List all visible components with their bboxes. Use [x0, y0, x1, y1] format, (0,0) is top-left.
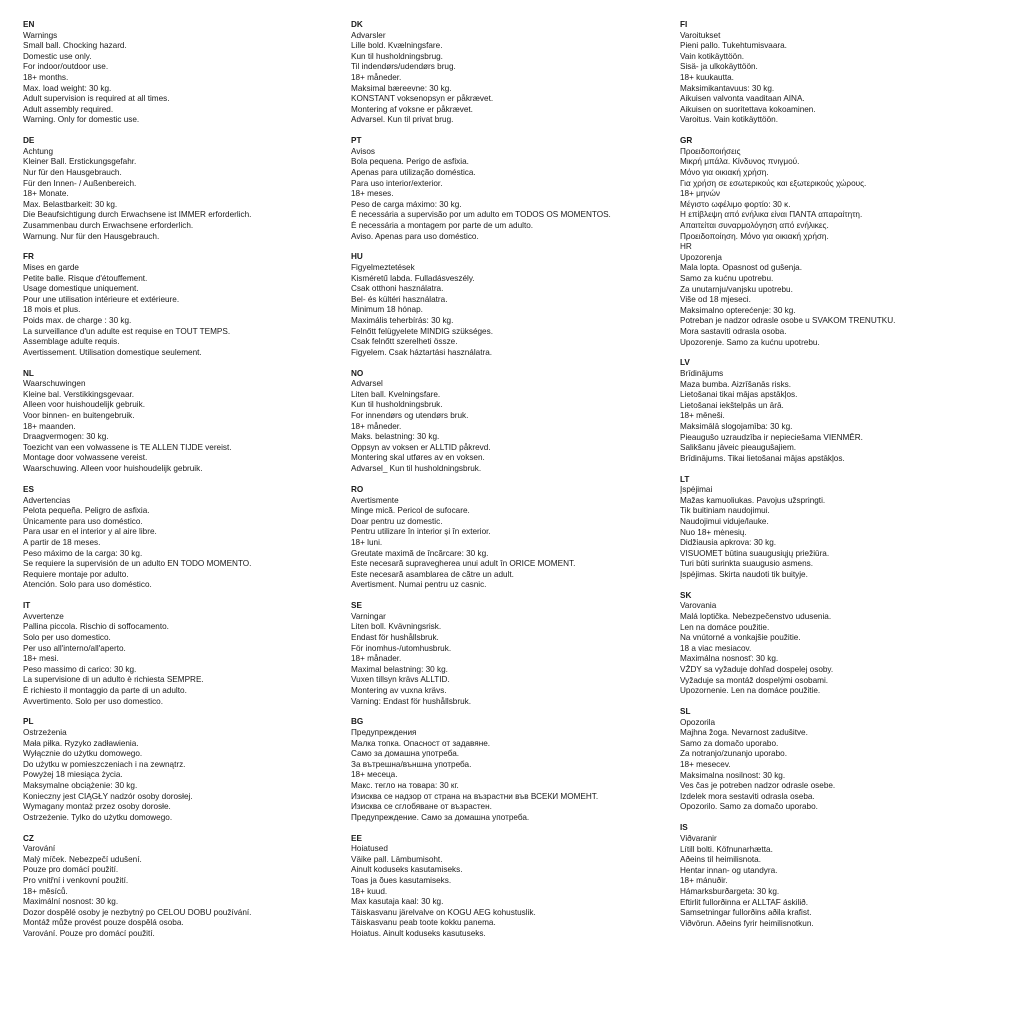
warning-line: Za unutarnju/vanjsku upotrebu.: [680, 284, 793, 294]
warning-line: 18+ μηνών: [680, 189, 721, 199]
warning-heading: Advarsel: [351, 379, 383, 389]
warning-line: Για χρήση σε εσωτερικούς και εξωτερικούς χώρους.: [680, 178, 867, 188]
language-code: PT: [351, 136, 362, 146]
warning-line: 18 a viac mesiacov.: [680, 643, 752, 653]
warning-line: VISUOMET būtina suaugusiųjų priežiūra.: [680, 548, 830, 558]
warning-line: Mora sastaviti odrasla osoba.: [680, 326, 787, 336]
warning-line: Atención. Solo para uso doméstico.: [23, 580, 152, 590]
warning-line: Adult supervision is required at all times.: [23, 94, 170, 104]
warning-line: Vain kotikäyttöön.: [680, 51, 745, 61]
warning-line: 18+ meses.: [351, 189, 394, 199]
warning-line: Malá loptička. Nebezpečenstvo udusenia.: [680, 612, 832, 622]
warning-line: Maximális teherbírás: 30 kg.: [351, 316, 454, 326]
language-code: FI: [680, 20, 688, 29]
language-code: DE: [23, 136, 35, 146]
warning-line: Avvertimento. Solo per uso domestico.: [23, 696, 164, 706]
warning-line: Hentar innan- og utandyra.: [680, 865, 778, 875]
warning-block: [351, 20, 669, 126]
warning-line: Petite balle. Risque d'étouffement.: [23, 273, 148, 283]
warning-line: Solo per uso domestico.: [23, 632, 111, 642]
warning-line: 18+ kuud.: [351, 886, 388, 896]
warning-line: Csak otthoni használatra.: [351, 284, 444, 294]
warning-line: Lietošanai iekštelpās un ārā.: [680, 400, 784, 410]
warning-block: [680, 136, 998, 348]
warning-line: Ainult koduseks kasutamiseks.: [351, 865, 463, 875]
warning-line: Pieni pallo. Tukehtumisvaara.: [680, 41, 787, 51]
warning-line: 18+ måneder.: [351, 72, 402, 82]
warning-line: 18+ maanden.: [23, 421, 76, 431]
warning-line: Na vnútorné a vonkajšie použitie.: [680, 633, 801, 643]
warning-line: Apenas para utilização doméstica.: [351, 168, 476, 178]
warning-line: Montering av vuxna krävs.: [351, 685, 447, 695]
warning-line: Max. Belastbarkeit: 30 kg.: [23, 199, 118, 209]
warning-line: Salikšanu jāveic pieaugušajiem.: [680, 443, 797, 453]
warning-line: É necessária a montagem por parte de um adulto.: [351, 220, 534, 230]
warning-block: [351, 834, 669, 940]
language-code: CZ: [23, 833, 34, 843]
language-code: SK: [680, 590, 692, 600]
warning-line: Nuo 18+ mėnesių.: [680, 527, 747, 537]
warning-line: Maks. belastning: 30 kg.: [351, 432, 440, 442]
warning-block: [351, 136, 669, 242]
language-code: LV: [680, 358, 690, 368]
warning-line: Samo za kućnu upotrebu.: [680, 273, 774, 283]
warning-line: 18 mois et plus.: [23, 305, 81, 315]
warning-line: Doar pentru uz domestic.: [351, 516, 443, 526]
language-code: HU: [351, 252, 363, 262]
warning-heading: Varningar: [351, 611, 386, 621]
warning-line: Maksimalno opterećenje: 30 kg.: [680, 305, 796, 315]
warning-line: Naudojimui viduje/lauke.: [680, 517, 769, 527]
warning-line: La supervisione di un adulto è richiesta SEMPRE.: [23, 675, 204, 685]
warning-line: Montering skal utføres av en voksen.: [351, 453, 485, 463]
warning-line: Väike pall. Lämbumisoht.: [351, 854, 443, 864]
language-code: NO: [351, 368, 364, 378]
warning-heading: Ostrzeżenia: [23, 728, 67, 737]
warning-line: Η επίβλεψη από ενήλικα είναι ΠΑΝΤΑ απαραίτητη.: [680, 210, 863, 220]
warning-line: Μικρή μπάλα. Κίνδυνος πνιγμού.: [680, 157, 800, 167]
warning-line: Per uso all'interno/all'aperto.: [23, 643, 126, 653]
warning-heading: Mises en garde: [23, 263, 79, 273]
warning-line: Izdelek mora sestaviti odrasla oseba.: [680, 791, 815, 801]
warning-line: Kleiner Ball. Erstickungsgefahr.: [23, 157, 137, 167]
warning-line: For indoor/outdoor use.: [23, 62, 109, 72]
warning-line: Avertisment. Numai pentru uz casnic.: [351, 580, 487, 590]
warning-line: Maksimalna nosilnost: 30 kg.: [680, 770, 786, 780]
warning-line: Vuxen tillsyn krävs ALLTID.: [351, 675, 450, 685]
warning-line: Montáž může provést pouze dospělá osoba.: [23, 918, 184, 928]
warning-line: Kun til husholdningsbruk.: [351, 400, 443, 410]
warning-line: Tik buitiniam naudojimui.: [680, 506, 770, 516]
warning-line: Maximální nosnost: 30 kg.: [23, 897, 119, 907]
warning-line: Samo za domačo uporabo.: [680, 738, 779, 748]
warning-line: Do użytku w pomieszczeniach i na zewnątrz.: [23, 759, 186, 769]
warning-line: Lille bold. Kvælningsfare.: [351, 41, 443, 51]
warning-line: För inomhus-/utomhusbruk.: [351, 643, 452, 653]
warning-line: Nur für den Hausgebrauch.: [23, 168, 122, 178]
warning-line: Usage domestique uniquement.: [23, 284, 139, 294]
warning-block: [23, 369, 341, 475]
warning-line: Mala lopta. Opasnost od gušenja.: [680, 263, 802, 273]
warning-line: Domestic use only.: [23, 51, 92, 61]
warning-line: Pro vnitřní i venkovní použití.: [23, 876, 129, 886]
warning-line: Pouze pro domácí použití.: [23, 865, 119, 875]
warning-heading: Brīdinājums: [680, 369, 724, 378]
warning-line: Aviso. Apenas para uso doméstico.: [351, 231, 479, 241]
warning-line: Μόνο για οικιακή χρήση.: [680, 168, 769, 178]
warning-line: Didžiausia apkrova: 30 kg.: [680, 538, 777, 548]
warning-line: Upozorenje. Samo za kućnu upotrebu.: [680, 337, 820, 347]
warning-line: Este necesară asamblarea de către un adult.: [351, 569, 514, 579]
warning-block: [351, 485, 669, 591]
warning-line: Liten boll. Kvävningsrisk.: [351, 622, 442, 632]
language-code: SL: [680, 707, 691, 717]
warning-line: Само за домашна употреба.: [351, 749, 460, 759]
language-code: GR: [680, 136, 693, 146]
warning-line: Aikuisen on suoritettava kokoaminen.: [680, 104, 816, 114]
warning-line: Kisméretű labda. Fulladásveszély.: [351, 273, 475, 283]
warning-line: Requiere montaje por adulto.: [23, 569, 129, 579]
warning-line: Maksymalne obciążenie: 30 kg.: [23, 780, 138, 790]
language-code: NL: [23, 368, 34, 378]
warning-line: Warnung. Nur für den Hausgebrauch.: [23, 231, 160, 241]
warning-line: 18+ měsíců.: [23, 886, 68, 896]
warning-block: [351, 369, 669, 475]
warning-line: Upozornenie. Len na domáce použitie.: [680, 686, 821, 696]
warning-block: [23, 601, 341, 707]
warning-line: Konieczny jest CIĄGŁY nadzór osoby dorosłej.: [23, 791, 193, 801]
warning-line: 18+ mēneši.: [680, 411, 725, 421]
warning-block: [351, 601, 669, 707]
warning-heading: Achtung: [23, 146, 54, 156]
warning-line: Csak felnőtt szerelheti össze.: [351, 337, 458, 347]
warning-line: Für den Innen- / Außenbereich.: [23, 178, 137, 188]
warning-line: 18+ mesi.: [23, 654, 59, 664]
warning-block: [23, 136, 341, 242]
warning-line: Endast för hushållsbruk.: [351, 632, 439, 642]
warning-line: Maximálna nosnosť: 30 kg.: [680, 654, 779, 664]
warning-heading: Προειδοποιήσεις: [680, 146, 741, 156]
warning-line: 18+ Monate.: [23, 189, 69, 199]
warning-line: Aikuisen valvonta vaaditaan AINA.: [680, 94, 805, 104]
warning-line: Wymagany montaż przez osoby dorosłe.: [23, 802, 171, 812]
language-code: LT: [680, 474, 690, 484]
warning-line: Maksimālā slogojamība: 30 kg.: [680, 421, 793, 431]
warning-heading: Varování: [23, 844, 56, 854]
warning-line: Warning. Only for domestic use.: [23, 115, 140, 125]
warning-line: Toas ja õues kasutamiseks.: [351, 876, 452, 886]
warning-line: Este necesară supravegherea unui adult în ORICE MOMENT.: [351, 559, 576, 569]
warning-line: Pallina piccola. Rischio di soffocamento.: [23, 622, 169, 632]
warning-block: [23, 20, 341, 126]
warning-line: 18+ måneder.: [351, 421, 402, 431]
warning-line: Za notranjo/zunanjo uporabo.: [680, 749, 787, 759]
warning-line: Mažas kamuoliukas. Pavojus užspringti.: [680, 495, 826, 505]
warning-line: HR: [680, 242, 692, 252]
warning-line: Advarsel_ Kun til husholdningsbruk.: [351, 464, 482, 474]
warning-line: Max. load weight: 30 kg.: [23, 83, 112, 93]
warning-line: За вътрешна/външна употреба.: [351, 759, 472, 769]
warning-line: Assemblage adulte requis.: [23, 337, 120, 347]
warning-line: Μέγιστο ωφέλιμο φορτίο: 30 κ.: [680, 199, 791, 209]
column-middle: [351, 20, 669, 950]
warning-line: Únicamente para uso doméstico.: [23, 516, 143, 526]
warning-line: 18+ mánuðir.: [680, 876, 728, 886]
warning-line: Peso massimo di carico: 30 kg.: [23, 664, 137, 674]
warning-line: For innendørs og utendørs bruk.: [351, 411, 469, 421]
warning-line: Vyžaduje sa montáž dospelými osobami.: [680, 675, 829, 685]
warning-line: Upozorenja: [680, 252, 722, 262]
warning-line: Pour une utilisation intérieure et extérieure.: [23, 294, 180, 304]
language-code: IS: [680, 823, 688, 833]
warning-line: La surveillance d'un adulte est requise en TOUT TEMPS.: [23, 326, 231, 336]
warning-line: Toezicht van een volwassene is TE ALLEN TIJDE vereist.: [23, 442, 232, 452]
warning-line: Изисква се сглобяване от възрастен.: [351, 802, 492, 812]
warning-line: Adult assembly required.: [23, 104, 114, 114]
warning-line: Greutate maximă de încărcare: 30 kg.: [351, 548, 489, 558]
warning-line: Maximal belastning: 30 kg.: [351, 664, 448, 674]
warning-line: Varoitus. Vain kotikäyttöön.: [680, 115, 778, 125]
warning-line: Mała piłka. Ryzyko zadławienia.: [23, 738, 139, 748]
warning-line: KONSTANT voksenopsyn er påkrævet.: [351, 94, 494, 104]
warning-line: Peso de carga máximo: 30 kg.: [351, 199, 462, 209]
warning-heading: Advarsler: [351, 30, 386, 40]
warning-line: Varování. Pouze pro domácí použití.: [23, 928, 155, 938]
warning-line: Ostrzeżenie. Tylko do użytku domowego.: [23, 812, 173, 822]
warning-line: Zusammenbau durch Erwachsene erforderlich.: [23, 220, 194, 230]
warning-heading: Предупреждения: [351, 728, 417, 737]
warning-line: Felnőtt felügyelete MINDIG szükséges.: [351, 326, 493, 336]
warning-line: Voor binnen- en buitengebruik.: [23, 411, 135, 421]
warning-line: Sisä- ja ulkokäyttöön.: [680, 62, 758, 72]
warning-heading: Varovania: [680, 601, 717, 611]
warning-line: Maksimikantavuus: 30 kg.: [680, 83, 775, 93]
column-right: [680, 20, 998, 940]
warning-line: Απαιτείται συναρμολόγηση από ενήλικες.: [680, 220, 829, 230]
warning-heading: Opozorila: [680, 717, 716, 727]
warning-line: É necessária a supervisão por um adulto em TODOS OS MOMENTOS.: [351, 210, 611, 220]
warning-heading: Warnings: [23, 30, 58, 40]
warning-line: Više od 18 mjeseci.: [680, 295, 751, 305]
warning-line: Waarschuwing. Alleen voor huishoudelijk gebruik.: [23, 464, 203, 474]
warning-block: [680, 707, 998, 813]
warning-line: Viðvörun. Aðeins fyrir heimilisnotkun.: [680, 918, 814, 928]
warning-block: [351, 252, 669, 358]
warning-line: Draagvermogen: 30 kg.: [23, 432, 109, 442]
language-code: EE: [351, 833, 362, 843]
warning-line: Kleine bal. Verstikkingsgevaar.: [23, 389, 135, 399]
language-code: ES: [23, 484, 34, 494]
warning-line: Potreban je nadzor odrasle osobe u SVAKOM TRENUTKU.: [680, 316, 896, 326]
warning-heading: Avvertenze: [23, 611, 64, 621]
warning-line: Предупреждение. Само за домашна употреба.: [351, 812, 530, 822]
warning-line: Pentru utilizare în interior și în exterior.: [351, 527, 491, 537]
warning-line: Malý míček. Nebezpečí udušení.: [23, 854, 142, 864]
warning-line: Bel- és kültéri használatra.: [351, 294, 448, 304]
warning-block: [680, 20, 998, 126]
warning-line: Lítill bolti. Köfnunarhætta.: [680, 844, 773, 854]
warning-line: Turi būti surinkta suaugusio asmens.: [680, 559, 814, 569]
warning-heading: Figyelmeztetések: [351, 263, 415, 273]
language-code: BG: [351, 717, 364, 727]
warning-line: Advarsel. Kun til privat brug.: [351, 115, 454, 125]
warning-block: [23, 252, 341, 358]
warning-line: Til indendørs/udendørs brug.: [351, 62, 456, 72]
warning-line: Aðeins til heimilisnota.: [680, 855, 762, 865]
warning-line: Liten ball. Kvelningsfare.: [351, 389, 441, 399]
warning-line: Opozorilo. Samo za domačo uporabo.: [680, 802, 818, 812]
warning-line: Montering af voksne er påkrævet.: [351, 104, 473, 114]
warning-line: 18+ mesecev.: [680, 760, 731, 770]
warning-line: Maksimal bæreevne: 30 kg.: [351, 83, 452, 93]
warning-line: 18+ months.: [23, 72, 69, 82]
warning-line: Oppsyn av voksen er ALLTID påkrevd.: [351, 442, 491, 452]
language-code: RO: [351, 484, 364, 494]
warning-line: Small ball. Chocking hazard.: [23, 41, 127, 51]
warning-line: Pelota pequeña. Peligro de asfixia.: [23, 506, 150, 516]
warning-line: Ves čas je potreben nadzor odrasle osebe.: [680, 781, 836, 791]
warning-line: Макс. тегло на товара: 30 кг.: [351, 780, 459, 790]
warning-line: Figyelem. Csak háztartási használatra.: [351, 347, 493, 357]
warning-line: Max kasutaja kaal: 30 kg.: [351, 897, 444, 907]
language-code: PL: [23, 717, 34, 727]
warning-line: Wyłącznie do użytku domowego.: [23, 749, 143, 759]
warning-line: Bola pequena. Perigo de asfixia.: [351, 157, 469, 167]
warning-line: Maza bumba. Aizrīšanās risks.: [680, 379, 792, 389]
warning-heading: Viðvaranir: [680, 833, 717, 843]
warning-line: VŽDY sa vyžaduje dohľad dospelej osoby.: [680, 665, 834, 675]
warning-line: Προειδοποίηση. Μόνο για οικιακή χρήση.: [680, 231, 829, 241]
warning-heading: Varoitukset: [680, 30, 721, 40]
language-code: SE: [351, 601, 362, 611]
warning-heading: Avisos: [351, 146, 375, 156]
warning-heading: Avertismente: [351, 495, 399, 505]
warning-line: Eftirlit fullorðinna er ALLTAF áskilið.: [680, 897, 809, 907]
warning-line: Įspėjimas. Skirta naudoti tik buityje.: [680, 569, 808, 579]
warning-line: Малка топка. Опасност от задавяне.: [351, 738, 491, 748]
warning-line: Täiskasvanu peab toote kokku panema.: [351, 918, 496, 928]
warning-line: Minge mică. Pericol de sufocare.: [351, 506, 470, 516]
warning-line: Täiskasvanu järelvalve on KOGU AEG kohustuslik.: [351, 907, 536, 917]
language-code: IT: [23, 601, 31, 611]
warning-line: Hámarksburðargeta: 30 kg.: [680, 886, 780, 896]
warning-line: Kun til husholdningsbrug.: [351, 51, 443, 61]
warning-block: [23, 485, 341, 591]
warning-line: Samsetningar fullorðins aðila krafist.: [680, 908, 812, 918]
warning-block: [680, 475, 998, 581]
language-code: FR: [23, 252, 34, 262]
warning-line: 18+ månader.: [351, 654, 402, 664]
warning-line: A partir de 18 meses.: [23, 537, 101, 547]
warning-block: [351, 717, 669, 823]
warning-line: Avertissement. Utilisation domestique seulement.: [23, 347, 202, 357]
warning-line: Majhna žoga. Nevarnost zadušitve.: [680, 728, 808, 738]
warning-line: Dozor dospělé osoby je nezbytný po CELOU DOBU používání.: [23, 907, 252, 917]
warning-line: Die Beaufsichtigung durch Erwachsene ist IMMER erforderlich.: [23, 210, 252, 220]
warning-block: [680, 591, 998, 697]
warning-line: 18+ месеца.: [351, 770, 398, 780]
warning-line: Hoiatus. Ainult koduseks kasutuseks.: [351, 928, 486, 938]
warning-block: [23, 834, 341, 940]
warning-line: Lietošanai tikai mājas apstākļos.: [680, 390, 798, 400]
warning-line: Peso máximo de la carga: 30 kg.: [23, 548, 143, 558]
warning-block: [23, 717, 341, 823]
warning-heading: Waarschuwingen: [23, 379, 86, 389]
column-left: [23, 20, 341, 950]
warning-line: Se requiere la supervisión de un adulto EN TODO MOMENTO.: [23, 559, 252, 569]
warning-line: Powyżej 18 miesiąca życia.: [23, 770, 123, 780]
warning-line: Minimum 18 hónap.: [351, 305, 423, 315]
warning-line: Alleen voor huishoudelijk gebruik.: [23, 400, 145, 410]
warning-line: È richiesto il montaggio da parte di un adulto.: [23, 685, 187, 695]
warning-line: Len na domáce použitie.: [680, 622, 770, 632]
language-code: EN: [23, 20, 35, 29]
warning-heading: Advertencias: [23, 495, 71, 505]
warning-block: [680, 358, 998, 464]
warning-block: [680, 823, 998, 929]
warning-line: Brīdinājums. Tikai lietošanai mājas apstākļos.: [680, 453, 845, 463]
warning-line: 18+ luni.: [351, 537, 383, 547]
warning-line: Para uso interior/exterior.: [351, 178, 443, 188]
warning-heading: Hoiatused: [351, 844, 388, 854]
warning-line: Montage door volwassene vereist.: [23, 453, 148, 463]
warning-line: Para usar en el interior y al aire libre.: [23, 527, 157, 537]
warning-line: Pieaugušo uzraudzība ir nepieciešama VIENMĒR.: [680, 432, 863, 442]
warning-line: Poids max. de charge : 30 kg.: [23, 316, 132, 326]
warning-line: Varning: Endast för hushållsbruk.: [351, 696, 471, 706]
warning-line: 18+ kuukautta.: [680, 72, 734, 82]
warning-line: Изисква се надзор от страна на възрастни във ВСЕКИ МОМЕНТ.: [351, 791, 599, 801]
language-code: DK: [351, 20, 363, 29]
warning-heading: Įspėjimai: [680, 485, 713, 495]
